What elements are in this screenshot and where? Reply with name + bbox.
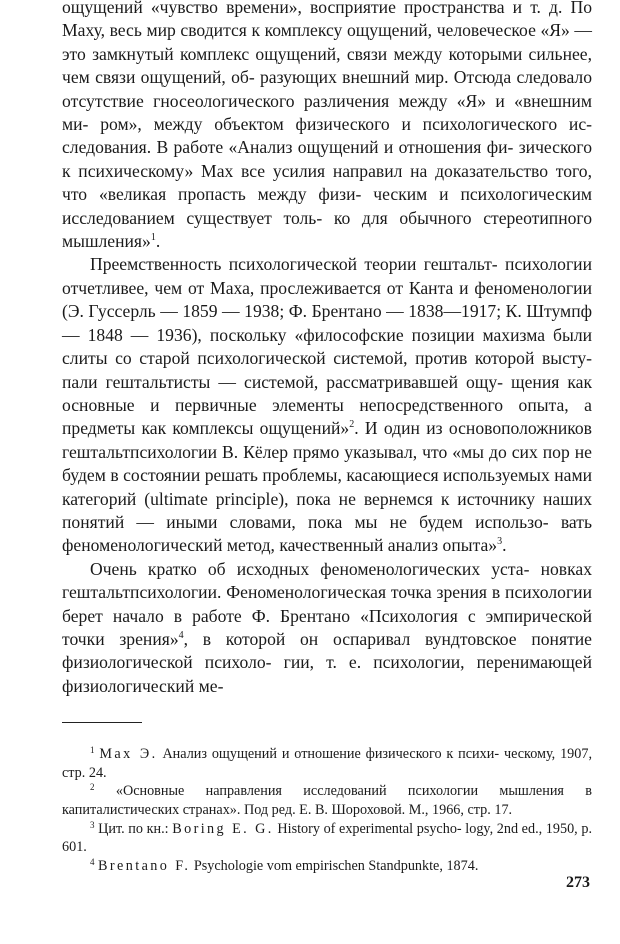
text-line: Преемственность психологической теории гештальт- xyxy=(90,254,498,275)
footnote-text: 1874. xyxy=(446,857,479,874)
text-line: Очень кратко об исходных феноменологических уста- xyxy=(90,558,530,579)
footnote-ref-4[interactable]: 4 xyxy=(178,629,184,641)
footnote-prefix: Цит. по кн.: xyxy=(98,820,169,837)
text-line: ощущений «чувство времени», восприятие пространства и xyxy=(62,0,523,17)
footnote-text: «Основные направления исследований психологии мышления в xyxy=(115,783,592,800)
footnote-number: 4 xyxy=(90,856,95,867)
book-page xyxy=(62,0,592,875)
footnote-number: 3 xyxy=(90,819,95,830)
text-line: следования. В работе «Анализ ощущений и отношения фи- xyxy=(62,137,514,158)
footnote-2 xyxy=(62,782,592,819)
page-number: 273 xyxy=(566,874,590,891)
text-line: ром», между объектом физического и психологического ис- xyxy=(100,114,592,135)
footnote-text: Psychologie vom empirischen Standpunkte, xyxy=(193,857,443,874)
footnote-text: History of experimental psycho- xyxy=(277,820,462,837)
paragraph-2: Преемственность психологической теории гештальт- психологии отчетливее, чем от Маха, прослеживается от Канта и феноменологии (Э. Гуссерль — 1859 — 1938; Ф. Брентано — 1838—1917; К. Штумпф — 1848 — 1936), поскольку «философские позиции махизма были слиты со старой психологической системой, против которой высту- пали гештальтисты — системой, рассматривавшей ощу- щения как основные и первичные элементы непосредственного опыта, а предметы как комплексы ощущений»$^2$. И один из основоположников гештальтпсихологии В. Кёлер прямо указывал, что «мы до сих пор не будем в состоянии решать проблемы, касающиеся используемых нами категорий (ultimate principle), пока не вернемся к источнику наших понятий — иными словами, пока мы не будем использо- вать феноменологический метод, качественный анализ опыта»$^3$. xyxy=(62,254,593,556)
text-line: . И один из xyxy=(354,418,443,439)
text-line: т. д. По Маху, весь мир сводится к комплексу ощущений, xyxy=(62,0,592,41)
footnote-3 xyxy=(62,820,592,857)
footnote-author: Brentano F. xyxy=(98,857,191,874)
text-line: гносеологического различения между «Я» и «внешним ми- xyxy=(62,90,592,135)
text-line: , в которой он xyxy=(183,628,319,649)
text-line: пали гештальтисты — системой, рассматривавшей ощу- xyxy=(62,371,504,392)
text-line: связи между которыми сильнее, чем связи ощущений, об- xyxy=(62,43,593,88)
text-line: «Психология с эмпирической точки зрения» xyxy=(62,605,592,649)
text-line: поскольку «философские позиции махизма были слиты со xyxy=(62,324,593,369)
footnote-ref-1[interactable]: 1 xyxy=(150,232,156,244)
footnote-1 xyxy=(62,745,592,782)
footnote-text: стр. 17. xyxy=(467,801,513,818)
text-line: опыта, а предметы как комплексы ощущений» xyxy=(62,394,592,439)
text-line: (ultimate principle), пока не вернемся к источнику наших xyxy=(144,488,593,509)
footnote-text: капиталистических странах». Под ред. Е. В. Шороховой. М., 1966, xyxy=(62,801,464,818)
text-line: основоположников гештальтпсихологии В. Кёлер прямо xyxy=(62,418,592,462)
footnote-text: Анализ ощущений и отношение физического к психи- xyxy=(162,746,500,763)
footnote-number: 2 xyxy=(90,782,95,793)
text-line: старой психологической системой, против которой высту- xyxy=(139,348,592,369)
footnote-text: logy, 2nd ed., 1950, p. 601. xyxy=(62,820,593,856)
text-line: новках гештальтпсихологии. Феноменологическая точка xyxy=(62,558,592,603)
text-line: доказательство того, что «великая пропасть между физи- xyxy=(62,160,592,205)
text-line: проблемы, касающиеся используемых нами категорий xyxy=(62,465,592,509)
paragraph-3 xyxy=(62,558,592,698)
text-line: понятий — иными словами, пока мы не будем использо- xyxy=(62,511,549,532)
text-line: человеческое «Я» — это замкнутый комплекс ощущений, xyxy=(62,20,592,64)
text-line: зрения в психологии берет начало в работе Ф. Брентано xyxy=(62,582,592,626)
text-line: зического к психическому» Мах все усилия направил на xyxy=(62,137,592,181)
text-line: разующих внешний мир. Отсюда следовало отсутствие xyxy=(62,67,592,111)
text-line: ческим и психологическим исследованием существует толь- xyxy=(62,184,592,228)
footnote-ref-3[interactable]: 3 xyxy=(497,536,503,548)
footnotes xyxy=(62,745,592,875)
text-line: ко для обычного стереотипного мышления» xyxy=(62,207,592,252)
footnote-number: 1 xyxy=(90,745,95,756)
footnote-divider xyxy=(62,722,142,723)
text-line: оспаривал вундтовское понятие физиологической психоло- xyxy=(62,628,592,673)
footnote-text: ческому, 1907, стр. 24. xyxy=(62,746,593,781)
text-line: указывал, что «мы до сих пор не будем в состоянии решать xyxy=(62,441,592,486)
main-text xyxy=(62,0,592,698)
text-line: вать феноменологический метод, качественный анализ xyxy=(62,511,593,556)
footnote-author: Мах Э. xyxy=(99,746,158,763)
footnote-4 xyxy=(62,857,592,876)
text-line: психологии отчетливее, чем от Маха, прослеживается от xyxy=(62,254,592,298)
footnote-ref-2[interactable]: 2 xyxy=(349,419,355,431)
paragraph-1: ощущений «чувство времени», восприятие пространства и т. д. По Маху, весь мир сводится к комплексу ощущений, человеческое «Я» — это замкнутый комплекс ощущений, связи между которыми сильнее, чем связи ощущений, об- разующих внешний мир. Отсюда следовало отсутствие гносеологического различения между «Я» и «внешним ми- ром», между объектом физического и психологического ис- следования. В работе «Анализ ощущений и отношения фи- зического к психическому» Мах все усилия направил на доказательство того, что «великая пропасть между физи- ческим и психологическим исследованием существует толь- ко для обычного стереотипного мышления»$^1$. xyxy=(62,0,592,253)
footnote-author: Boring E. G. xyxy=(172,820,274,837)
text-line: Ф. Брентано — 1838—1917; К. Штумпф — 1848 — 1936), xyxy=(62,301,593,345)
text-line: опыта» xyxy=(442,535,498,556)
text-line: Канта и феноменологии (Э. Гуссерль — 1859 — 1938; xyxy=(62,277,592,322)
text-line: щения как основные и первичные элементы непосредственного xyxy=(62,371,592,415)
text-line: гии, т. е. психологии, перенимающей физиологический ме- xyxy=(62,652,592,696)
